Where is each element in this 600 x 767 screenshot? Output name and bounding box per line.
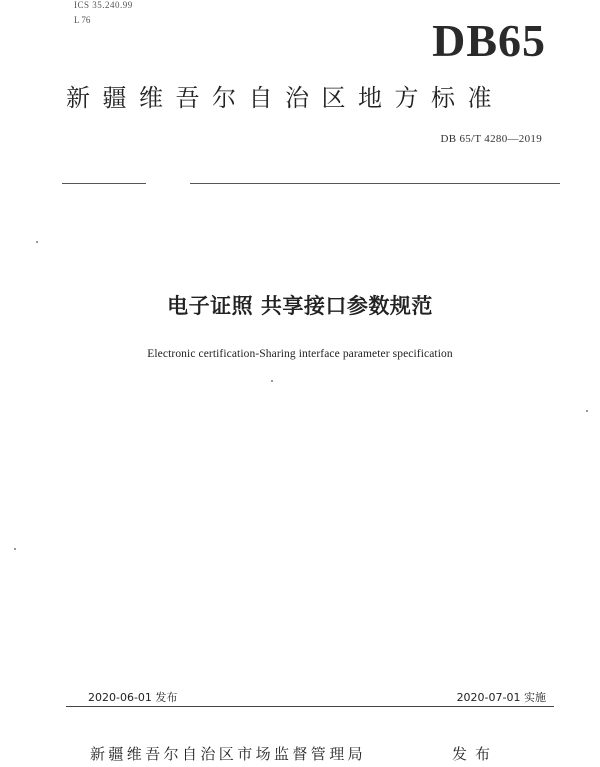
scan-speck	[36, 241, 38, 243]
scan-speck	[586, 410, 588, 412]
category-code: L 76	[74, 15, 91, 25]
issuing-authority: 新疆维吾尔自治区市场监督管理局	[90, 745, 367, 763]
issue-label: 发布	[452, 745, 499, 763]
publish-date: 2020-06-01 发布	[88, 691, 178, 704]
scan-speck	[271, 380, 273, 382]
implement-date: 2020-07-01 实施	[456, 691, 546, 704]
standard-mark: DB65	[432, 15, 546, 66]
footer-divider	[66, 706, 554, 707]
standard-type: 新疆维吾尔自治区地方标准	[66, 84, 504, 112]
header-divider-gap	[146, 181, 190, 185]
header-divider	[62, 183, 560, 184]
document-title-chinese: 电子证照 共享接口参数规范	[167, 294, 433, 318]
standard-number: DB 65/T 4280—2019	[440, 133, 542, 145]
document-title-english: Electronic certification-Sharing interface parameter specification	[147, 348, 453, 360]
ics-code: ICS 35.240.99	[74, 0, 133, 10]
scan-speck	[14, 548, 16, 550]
